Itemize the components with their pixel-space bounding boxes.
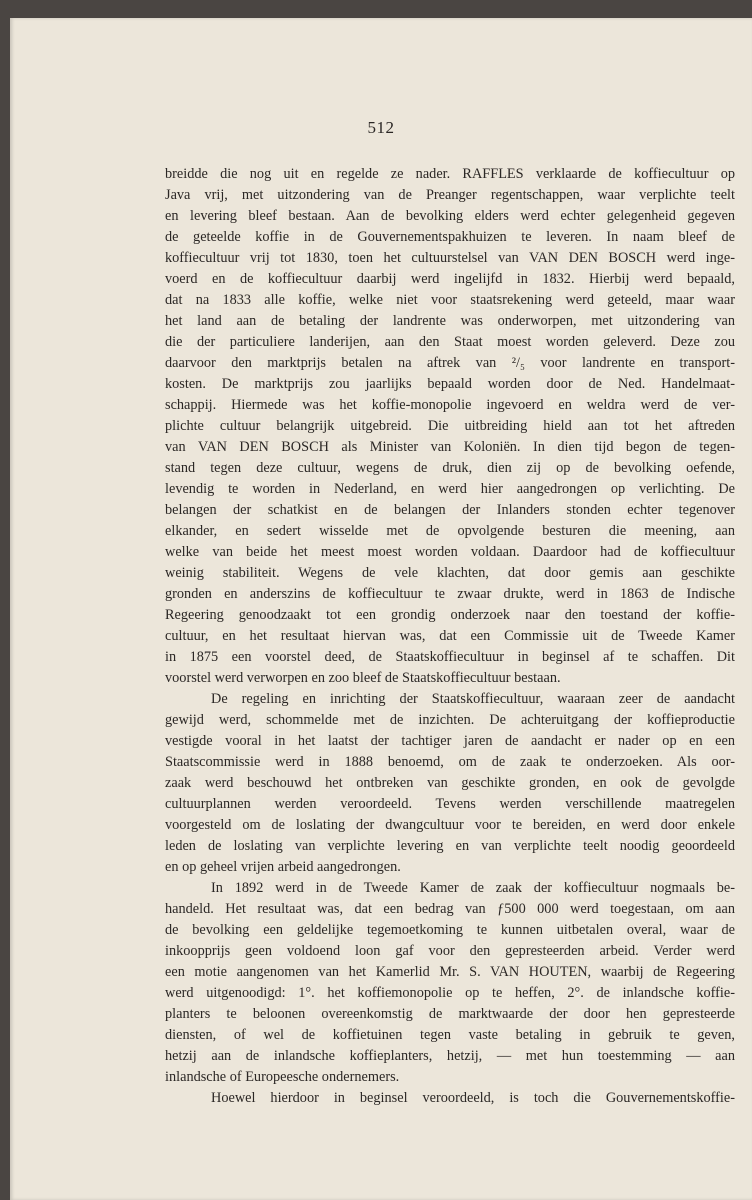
text-line: dat na 1833 alle koffie, welke niet voor staatsrekening werd geteeld, maar waar: [165, 292, 735, 308]
text-line: handeld. Het resultaat was, dat een bedrag van ƒ500 000 werd toegestaan, om aan: [165, 901, 735, 917]
text-line: breidde die nog uit en regelde ze nader. RAFFLES verklaarde de koffiecultuur op: [165, 166, 735, 182]
text-line: zaak werd beschouwd het ontbreken van geschikte gronden, en ook de gevolgde: [165, 775, 735, 791]
text-line: planters te beloonen overeenkomstig de marktwaarde der door hen gepresteerde: [165, 1006, 735, 1022]
text-line: voorstel werd verworpen en zoo bleef de Staatskoffiecultuur bestaan.: [165, 670, 561, 686]
text-line: welke van beide het meest moest worden voldaan. Daardoor had de koffiecultuur: [165, 544, 735, 560]
text-line: cultuurplannen werden veroordeeld. Tevens werden verschillende maatregelen: [165, 796, 735, 812]
text-line: hetzij aan de inlandsche koffieplanters, hetzij, — met hun toestemming — aan: [165, 1048, 735, 1064]
text-line: Staatscommissie werd in 1888 benoemd, om de zaak te onderzoeken. Als oor-: [165, 754, 735, 770]
text-line: het land aan de betaling der landrente was onderworpen, met uitzondering van: [165, 313, 735, 329]
text-line: gewijd werd, schommelde met de inzichten. De achteruitgang der koffieproductie: [165, 712, 735, 728]
text-line: Hoewel hierdoor in beginsel veroordeeld, is toch die Gouvernementskoffie-: [211, 1090, 735, 1106]
text-line: de bevolking een geldelijke tegemoetkoming te kunnen uitbetalen overal, waar de: [165, 922, 735, 938]
text-line: stand tegen deze cultuur, wegens de druk, dien zij op de bevolking oefende,: [165, 460, 735, 476]
text-line: in 1875 een voorstel deed, de Staatskoffiecultuur in beginsel af te schaffen. Dit: [165, 649, 735, 665]
text-line: werd uitgenoodigd: 1°. het koffiemonopolie op te heffen, 2°. de inlandsche koffie-: [165, 985, 735, 1001]
text-line: en op geheel vrijen arbeid aangedrongen.: [165, 859, 401, 875]
text-line: cultuur, en het resultaat hiervan was, dat een Commissie uit de Tweede Kamer: [165, 628, 735, 644]
text-line: voerd en de koffiecultuur daarbij werd ingelijfd in 1832. Hierbij werd bepaald,: [165, 271, 735, 287]
text-line: en levering bleef bestaan. Aan de bevolking elders werd echter gelegenheid gegeven: [165, 208, 735, 224]
text-line: vestigde vooral in het laatst der tachtiger jaren de aandacht er nader op en een: [165, 733, 735, 749]
text-line: een motie aangenomen van het Kamerlid Mr. S. VAN HOUTEN, waarbij de Regeering: [165, 964, 735, 980]
text-line: De regeling en inrichting der Staatskoffiecultuur, waaraan zeer de aandacht: [211, 691, 735, 707]
text-line: Regeering genoodzaakt tot een grondig onderzoek naar den toestand der koffie-: [165, 607, 735, 623]
text-line: weinig stabiliteit. Wegens de vele klachten, dat door gemis aan geschikte: [165, 565, 735, 581]
text-line: levendig te worden in Nederland, en werd hier aangedrongen op verlichting. De: [165, 481, 735, 497]
text-line: diensten, of wel de koffietuinen tegen vaste betaling in gebruik te geven,: [165, 1027, 735, 1043]
text-line: In 1892 werd in de Tweede Kamer de zaak der koffiecultuur nogmaals be-: [211, 880, 735, 896]
text-line: schappij. Hiermede was het koffie-monopolie ingevoerd en weldra werd de ver-: [165, 397, 735, 413]
text-line: van VAN DEN BOSCH als Minister van Koloniën. In dien tijd begon de tegen-: [165, 439, 735, 455]
text-line: gronden en anderszins de koffiecultuur te zwaar drukte, werd in 1863 de Indische: [165, 586, 735, 602]
text-line: de geteelde koffie in de Gouvernementspakhuizen te leveren. In naam bleef de: [165, 229, 735, 245]
text-line: voorgesteld om de loslating der dwangcultuur voor te bereiden, en werd door enkele: [165, 817, 735, 833]
text-line: daarvoor den marktprijs betalen na aftrek van ²/₅ voor landrente en transport-: [165, 355, 735, 371]
text-line: die der particuliere landerijen, aan den Staat moest worden geleverd. Deze zou: [165, 334, 735, 350]
text-line: inkoopprijs geen voldoend loon gaf voor den gepresteerden arbeid. Verder werd: [165, 943, 735, 959]
body-text: [165, 164, 735, 1109]
text-line: koffiecultuur vrij tot 1830, toen het cultuurstelsel van VAN DEN BOSCH werd inge-: [165, 250, 735, 266]
text-line: belangen der schatkist en de belangen der Inlanders stonden echter tegenover: [165, 502, 735, 518]
text-line: kosten. De marktprijs zou jaarlijks bepaald worden door de Ned. Handelmaat-: [165, 376, 735, 392]
text-line: leden de loslating van verplichte levering en van verplichte teelt noodig geoordeeld: [165, 838, 735, 854]
text-line: Java vrij, met uitzondering van de Preanger regentschappen, waar verplichte teelt: [165, 187, 735, 203]
book-page: [10, 18, 752, 1200]
text-line: plichte cultuur belangrijk uitgebreid. Die uitbreiding hield aan tot het aftreden: [165, 418, 735, 434]
text-line: inlandsche of Europeesche ondernemers.: [165, 1069, 400, 1085]
page-number: 512: [367, 118, 395, 137]
text-line: elkander, en sedert wisselde met de opvolgende besturen die meening, aan: [165, 523, 735, 539]
